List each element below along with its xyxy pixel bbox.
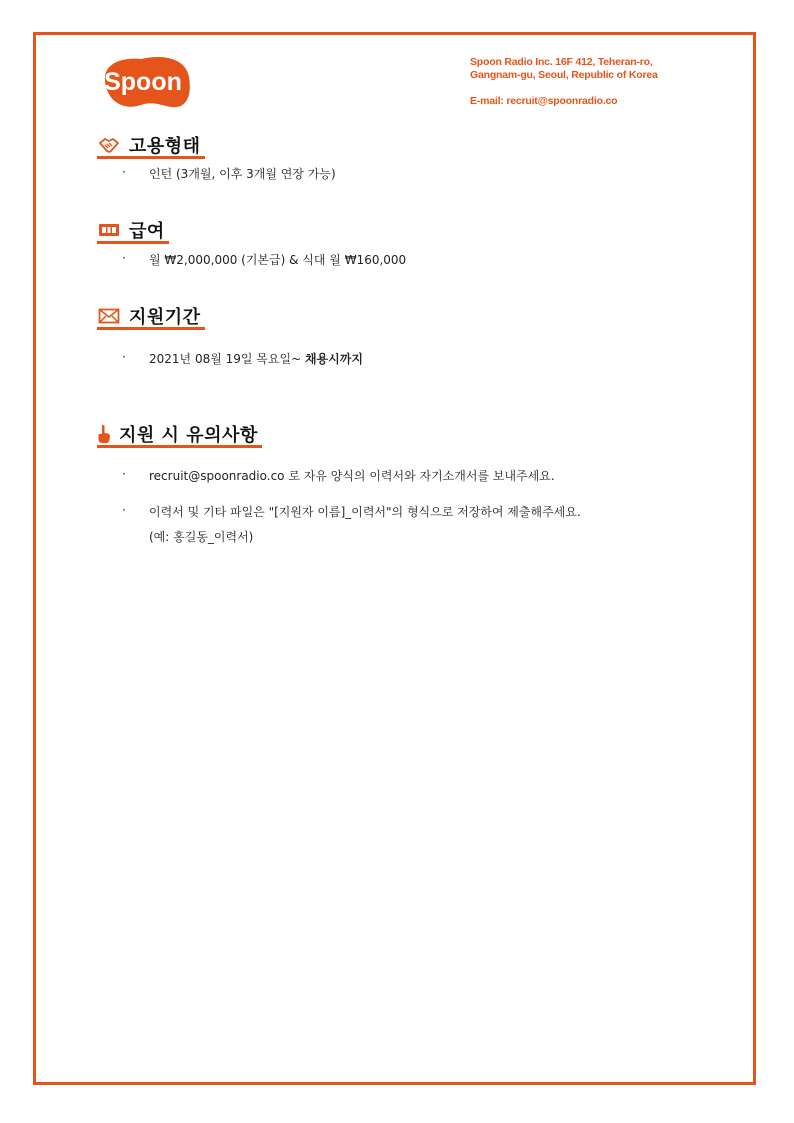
list-item (122, 350, 363, 367)
list-item (122, 165, 336, 182)
bullet-dot: · (122, 350, 126, 364)
contact-email[interactable]: E-mail: recruit@spoonradio.co (470, 95, 618, 107)
period-start: 2021년 08월 19일 목요일~ (149, 352, 305, 366)
bullet-dot: · (122, 165, 126, 179)
section-title-text: 고용형태 (129, 136, 201, 157)
address-line-2: Gangnam-gu, Seoul, Republic of Korea (470, 69, 658, 81)
cash-icon (97, 220, 121, 240)
company-info (470, 56, 658, 108)
section-notes-title (97, 423, 262, 448)
section-title-text: 급여 (129, 221, 165, 242)
period-item (149, 350, 363, 367)
notes-example: (예: 홍길동_이력서) (149, 530, 254, 544)
salary-item: 월 ₩2,000,000 (기본급) & 식대 월 ₩160,000 (149, 253, 407, 267)
employment-item: 인턴 (3개월, 이후 3개월 연장 가능) (149, 167, 336, 181)
period-end: 채용시까지 (304, 352, 363, 366)
section-title-text: 지원 시 유의사항 (119, 425, 258, 446)
page-border (33, 32, 756, 1085)
section-title-text: 지원기간 (129, 307, 201, 328)
list-item (122, 251, 406, 268)
notes-item-email: recruit@spoonradio.co 로 자유 양식의 이력서와 자기소개서를 보내주세요. (149, 469, 555, 483)
list-item (122, 503, 581, 520)
bullet-dot: · (122, 467, 126, 481)
handshake-icon (97, 135, 121, 155)
section-employment-title (97, 134, 205, 159)
bullet-dot: · (122, 251, 126, 265)
notes-item-filename: 이력서 및 기타 파일은 "[지원자 이름]_이력서"의 형식으로 저장하여 제출해주세요. (149, 505, 581, 519)
address-line-1: Spoon Radio Inc. 16F 412, Teheran-ro, (470, 56, 653, 68)
bullet-dot: · (122, 503, 126, 517)
section-salary-title (97, 219, 169, 244)
spoon-logo (97, 53, 190, 110)
envelope-icon (97, 306, 121, 326)
list-item (122, 467, 555, 484)
section-period-title (97, 305, 205, 330)
logo-text: Spoon (104, 68, 182, 96)
pointing-hand-icon (97, 424, 111, 444)
